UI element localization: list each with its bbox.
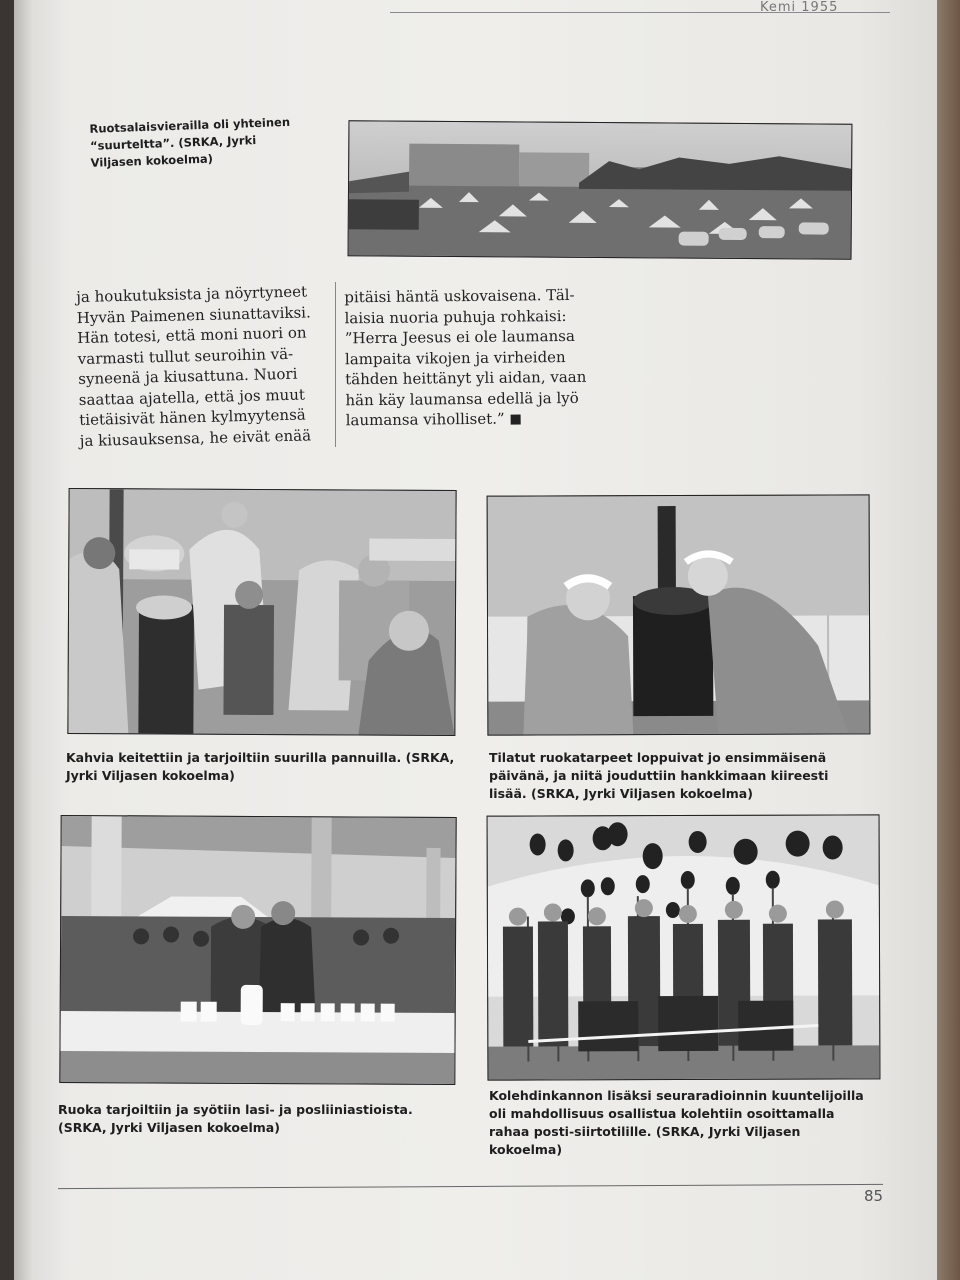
dishes-photo	[59, 815, 456, 1085]
top-caption: Ruotsalaisvierailla oli yhteinen “suurteltta”. (SRKA, Jyrki Viljasen kokoelma)	[89, 114, 291, 170]
food-supplies-photo	[487, 494, 871, 735]
end-of-article-mark	[511, 414, 521, 424]
food-supplies-caption: Tilatut ruokatarpeet loppuivat jo ensimmäisenä päivänä, ja niitä jouduttiin hankkimaan kiireesti lisää. (SRKA, Jyrki Viljasen kokoelma)	[489, 750, 829, 801]
page-number: 85	[864, 1187, 884, 1205]
book-spine	[14, 0, 34, 1280]
body-text-right-content: pitäisi häntä uskovaisena. Täl- laisia nuoria puhuja rohkaisi: ”Herra Jeesus ei ole laumansa lampaita vikojen ja virheiden tähden heittänyt yli aidan, vaan hän käy laumansa edellä ja lyö laumansa viholliset.”	[344, 285, 587, 430]
coffee-serving-photo	[67, 488, 456, 736]
running-head: Kemi 1955	[760, 0, 839, 15]
tent-camp-photo	[348, 120, 853, 260]
body-text-right	[344, 285, 595, 431]
column-divider	[335, 282, 336, 447]
table-edge	[937, 0, 960, 1280]
body-text-left: ja houkutuksista ja nöyrtyneet Hyvän Paimenen siunattaviksi. Hän totesi, että moni nuori on varmasti tullut seuroihin vä- syneenä ja kiusattuna. Nuori saattaa ajatella, että jos muut tietäisivät hänen kylmyytensä ja kiusauksensa, he eivät enää	[76, 282, 312, 450]
coffee-serving-caption: Kahvia keitettiin ja tarjoiltiin suurilla pannuilla. (SRKA, Jyrki Viljasen kokoelma)	[66, 750, 455, 783]
collection-bags-photo	[487, 814, 881, 1080]
collection-bags-caption: Kolehdinkannon lisäksi seuraradioinnin kuuntelijoilla oli mahdollisuus osallistua kolehtiin osoittamalla rahaa posti-siirtotilille. (SRKA, Jyrki Viljasen kokoelma)	[489, 1088, 864, 1157]
dishes-caption: Ruoka tarjoiltiin ja syötiin lasi- ja posliiniastioista. (SRKA, Jyrki Viljasen kokoelma)	[58, 1102, 413, 1135]
